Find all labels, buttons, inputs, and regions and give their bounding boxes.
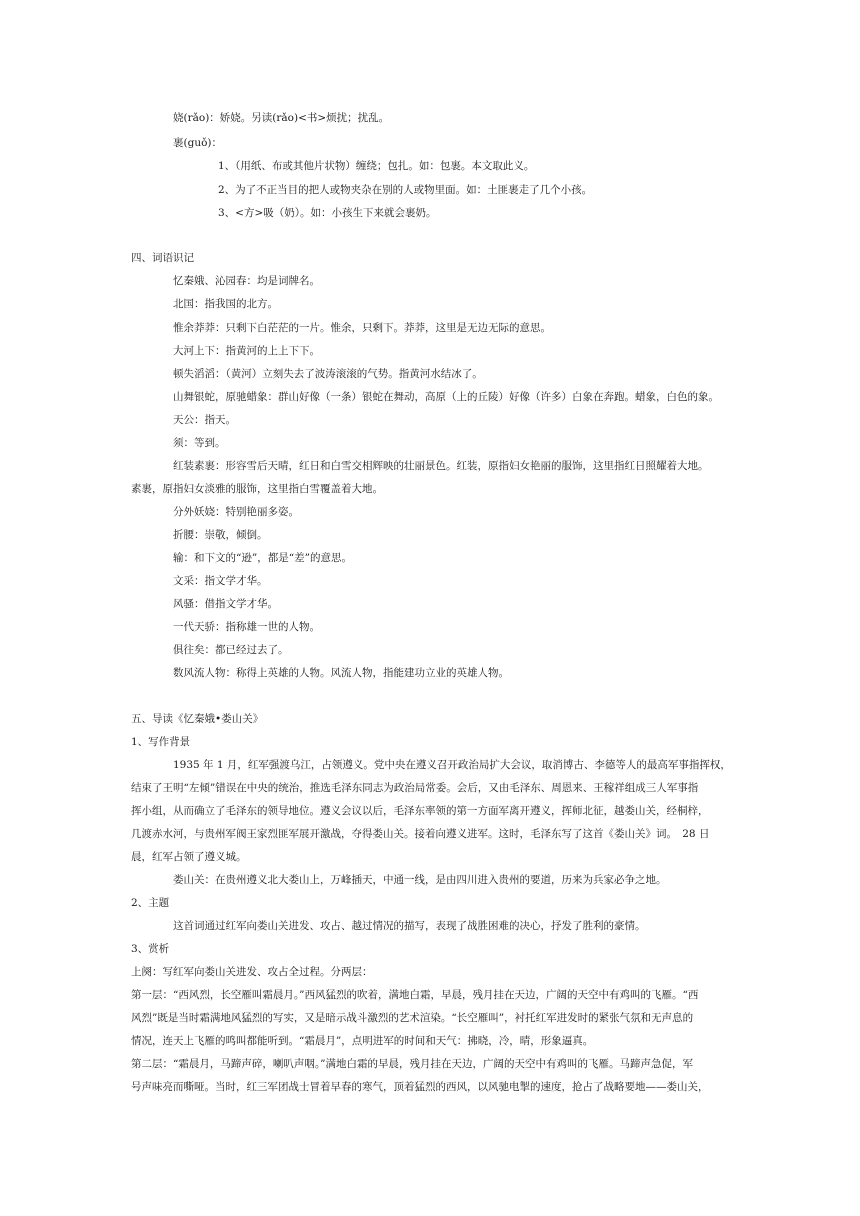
vocab-item: 山舞银蛇，原驰蜡象：群山好像（一条）银蛇在舞动，高原（上的丘陵）好像（许多）白象在奔跑。蜡象，白色的象。 (173, 391, 719, 403)
entry-guo-item: 3、<方>吸（奶）。如：小孩生下来就会裹奶。 (218, 207, 437, 219)
vocab-item: 折腰：崇敬，倾倒。 (173, 529, 268, 541)
section-heading-vocab: 四、词语识记 (131, 252, 194, 264)
vocab-item: 红装素裹：形容雪后天晴，红日和白雪交相辉映的壮丽景色。红装，原指妇女艳丽的服饰，这里指红日照耀着大地。 (173, 460, 709, 472)
background-line: 结束了王明“左倾”错误在中央的统治，推选毛泽东同志为政治局常委。会后，又由毛泽东、周恩来、王稼祥组成三人军事指 (131, 782, 699, 794)
vocab-item: 须：等到。 (173, 437, 226, 449)
upper-stanza-intro: 上阕：写红军向娄山关进发、攻占全过程。分两层： (131, 966, 373, 978)
background-line: 几渡赤水河，与贵州军阀王家烈匪军展开激战，夺得娄山关。接着向遵义进军。这时，毛泽东写了这首《娄山关》词。 28 日 (131, 828, 710, 840)
entry-guo-item: 1、（用纸、布或其他片状物）缠绕；包扎。如：包裹。本文取此义。 (218, 160, 535, 172)
vocab-item: 分外妖娆：特别艳丽多姿。 (173, 506, 299, 518)
subheading-theme: 2、主题 (131, 897, 170, 909)
layer1-line: 第一层：“西风烈，长空雁叫霜晨月。”西风猛烈的吹着，满地白霜，早晨，残月挂在天边，广阔的天空中有鸡叫的飞雁。“西 (131, 989, 699, 1001)
layer2-line: 第二层：“霜晨月，马蹄声碎，喇叭声咽。”满地白霜的早晨，残月挂在天边，广阔的天空中有鸡叫的飞雁。马蹄声急促，军 (131, 1058, 693, 1070)
vocab-item-continuation: 素裹，原指妇女淡雅的服饰，这里指白雪覆盖着大地。 (131, 483, 383, 495)
vocab-item: 北国：指我国的北方。 (173, 298, 278, 310)
vocab-item: 俱往矣：都已经过去了。 (173, 644, 289, 656)
theme-text: 这首词通过红军向娄山关进发、攻占、越过情况的描写，表现了战胜困难的决心，抒发了胜利的豪情。 (173, 920, 646, 932)
entry-rao: 娆(rǎo)：娇娆。另读(rǎo)<书>烦扰；扰乱。 (173, 112, 390, 124)
vocab-item: 忆秦娥、沁园春：均是词牌名。 (173, 275, 320, 287)
vocab-item: 顿失滔滔：（黄河）立刻失去了波涛滚滚的气势。指黄河水结冰了。 (173, 368, 483, 380)
vocab-item: 数风流人物：称得上英雄的人物。风流人物，指能建功立业的英雄人物。 (173, 667, 509, 679)
vocab-item: 天公：指天。 (173, 414, 236, 426)
background-line: 1935 年 1 月，红军强渡乌江，占领遵义。党中央在遵义召开政治局扩大会议，取消博古、李德等人的最高军事指挥权， (173, 759, 731, 771)
vocab-item: 文采：指文学才华。 (173, 575, 268, 587)
vocab-item: 输：和下文的“逊”，都是“差”的意思。 (173, 552, 352, 564)
subheading-background: 1、写作背景 (131, 736, 191, 748)
loushan-definition: 娄山关：在贵州遵义北大娄山上，万峰插天，中通一线，是由四川进入贵州的要道，历来为兵家必争之地。 (173, 874, 667, 886)
vocab-item: 惟余莽莽：只剩下白茫茫的一片。惟余，只剩下。莽莽，这里是无边无际的意思。 (173, 322, 551, 334)
entry-guo-heading: 裹(guǒ)： (173, 137, 222, 149)
vocab-item: 大河上下：指黄河的上上下下。 (173, 345, 320, 357)
section-heading-guide: 五、导读《忆秦娥•娄山关》 (131, 713, 264, 725)
layer2-line: 号声味亮而嘶哑。当时，红三军团战士冒着早春的寒气，顶着猛烈的西风，以风驰电掣的速度，抢占了战略要地——娄山关， (131, 1081, 709, 1093)
vocab-item: 一代天骄：指称雄一世的人物。 (173, 621, 320, 633)
subheading-appreciation: 3、赏析 (131, 943, 170, 955)
layer1-line: 情况，连天上飞雁的鸣叫都能听到。“霜晨月”，点明进军的时间和天气：拂晓，冷，晴，形象逼真。 (131, 1035, 594, 1047)
layer1-line: 风烈”既是当时霜满地风猛烈的写实，又是暗示战斗激烈的艺术渲染。“长空雁叫”，衬托红军进发时的紧张气氛和无声息的 (131, 1012, 694, 1024)
vocab-item: 风骚：借指文学才华。 (173, 598, 278, 610)
entry-guo-item: 2、为了不正当目的把人或物夹杂在别的人或物里面。如：土匪裹走了几个小孩。 (218, 184, 593, 196)
background-line: 挥小组，从而确立了毛泽东的领导地位。遵义会议以后，毛泽东率领的第一方面军离开遵义，挥师北征，越娄山关，经桐梓， (131, 805, 709, 817)
background-line: 晨，红军占领了遵义城。 (131, 851, 247, 863)
